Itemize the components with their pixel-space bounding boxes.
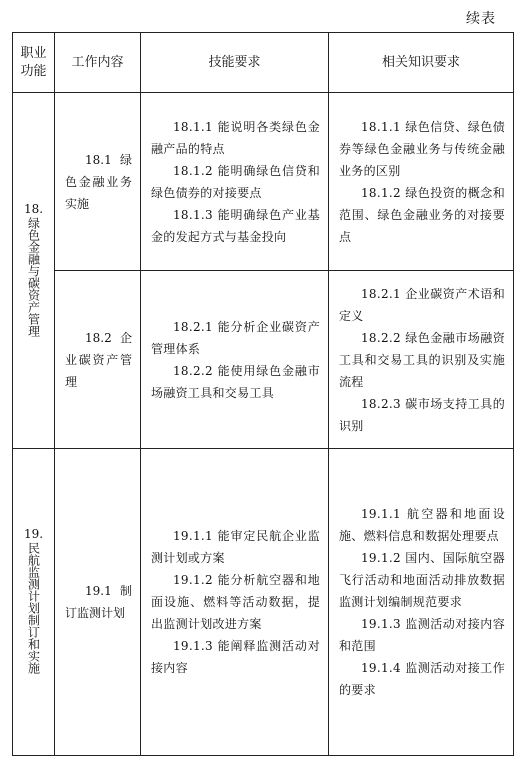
function-number: 19.	[23, 527, 44, 541]
content-cell: 18.2 企业碳资产管理	[55, 271, 141, 449]
content-cell: 19.1 制订监测计划	[55, 449, 141, 756]
function-cell-18	[13, 93, 55, 449]
knowledge-cell	[329, 271, 514, 449]
knowledge-item: 19.1.3 监测活动对接内容和范围	[339, 617, 505, 653]
knowledge-cell	[329, 93, 514, 271]
skill-item: 18.2.2 能使用绿色金融市场融资工具和交易工具	[151, 363, 320, 400]
skills-cell	[141, 271, 329, 449]
skill-item: 19.1.1 能审定民航企业监测计划或方案	[151, 529, 320, 565]
skills-cell	[141, 449, 329, 756]
knowledge-item: 19.1.2 国内、国际航空器飞行活动和地面活动排放数据监测计划编制规范要求	[339, 551, 505, 609]
table-row	[13, 449, 514, 756]
function-name: 民航监测计划制订和实施	[26, 542, 41, 674]
skills-cell	[141, 93, 329, 271]
skill-item: 19.1.3 能阐释监测活动对接内容	[151, 639, 320, 675]
knowledge-cell	[329, 449, 514, 756]
function-number: 18.	[23, 201, 44, 216]
knowledge-item: 19.1.1 航空器和地面设施、燃料信息和数据处理要点	[339, 507, 505, 543]
skill-item: 18.1.3 能明确绿色产业基金的发起方式与基金投向	[151, 207, 320, 244]
continued-label: 续表	[466, 11, 496, 27]
knowledge-item: 19.1.4 监测活动对接工作的要求	[339, 661, 505, 697]
content-cell: 18.1 绿色金融业务实施	[55, 93, 141, 271]
header-function: 职业功能	[13, 33, 55, 93]
knowledge-item: 18.1.2 绿色投资的概念和范围、绿色金融业务的对接要点	[339, 185, 505, 244]
table-row	[13, 271, 514, 449]
skill-item: 18.1.1 能说明各类绿色金融产品的特点	[151, 119, 320, 156]
knowledge-item: 18.2.1 企业碳资产术语和定义	[339, 286, 505, 323]
function-name: 绿色金融与碳资产管理	[26, 216, 41, 337]
table-row	[13, 93, 514, 271]
knowledge-item: 18.2.2 绿色金融市场融资工具和交易工具的识别及实施流程	[339, 330, 505, 389]
skill-item: 18.1.2 能明确绿色信贷和绿色债券的对接要点	[151, 163, 320, 200]
table-header-row	[13, 33, 514, 93]
skill-item: 18.2.1 能分析企业碳资产管理体系	[151, 319, 320, 356]
skill-item: 19.1.2 能分析航空器和地面设施、燃料等活动数据，提出监测计划改进方案	[151, 573, 320, 631]
header-content: 工作内容	[55, 33, 141, 93]
knowledge-item: 18.1.1 绿色信贷、绿色债券等绿色金融业务与传统金融业务的区别	[339, 119, 505, 178]
knowledge-item: 18.2.3 碳市场支持工具的识别	[339, 396, 505, 433]
header-knowledge: 相关知识要求	[329, 33, 514, 93]
header-skills: 技能要求	[141, 33, 329, 93]
function-cell-19	[13, 449, 55, 756]
standards-table	[12, 32, 514, 756]
